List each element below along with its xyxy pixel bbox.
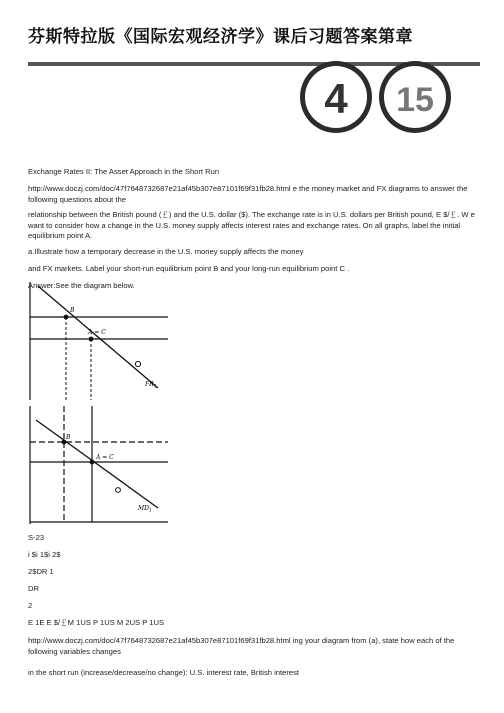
paragraph-13: in the short run (increase/decrease/no change): U.S. interest rate, British interest (28, 668, 299, 677)
paragraph-10: 2 (28, 601, 33, 610)
paragraph-heading: Exchange Rates II: The Asset Approach in the Short Run (28, 167, 220, 176)
curve-md-label: MD (138, 505, 149, 512)
chapter-number-graphic (290, 58, 480, 136)
point-b-label: B (70, 307, 75, 314)
paragraph-5: Answer:See the diagram below. (28, 281, 135, 290)
paragraph-9: DR (28, 584, 39, 593)
fx-market-diagram (28, 282, 168, 400)
svg-text:FR1 (144, 381, 157, 390)
point-b-label: B (66, 434, 71, 441)
document-title: 芬斯特拉版《国际宏观经济学》课后习题答案第章 (28, 27, 413, 47)
paragraph-1: http://www.doczj.com/doc/47f7648732687e21af45b307e87101f69f31fb28.html e the money market and FX diagrams to answer the following questions about the (28, 184, 468, 204)
paragraph-11: E 1E E $/￡M 1US P 1US M 2US P 1US (28, 618, 165, 627)
paragraph-2: relationship between the British pound (￡) and the U.S. dollar ($). The exchange rate is in U.S. dollars per British pound, E $/￡. W e want to consider how a change in the U.S. money supply affects interest rates and exchange rates. On all graphs, label the initial equilibrium point A. (28, 210, 475, 240)
paragraph-7: i $i 1$i 2$ (28, 550, 61, 559)
point-ac-label: A = C (96, 454, 114, 461)
curve-md-subscript: 1 (148, 508, 152, 514)
chapter-number-15: 15 (396, 81, 434, 119)
paragraph-4: and FX markets. Label your short-run equilibrium point B and your long-run equilibrium point C . (28, 264, 350, 273)
money-market-diagram (28, 406, 168, 524)
paragraph-3: a.Illustrate how a temporary decrease in the U.S. money supply affects the money (28, 247, 304, 256)
point-ac-label: A = C (88, 329, 106, 336)
chapter-number-4: 4 (324, 75, 348, 122)
paragraph-8: 2$DR 1 (28, 567, 54, 576)
title-rule (28, 62, 290, 66)
paragraph-12: http://www.doczj.com/doc/47f7648732687e21af45b307e87101f69f31fb28.html ing your diagram from (a), state how each of the following variables changes (28, 636, 455, 656)
curve-fr-label: FR (145, 381, 154, 388)
svg-text:MD1 (137, 505, 152, 514)
curve-fr-subscript: 1 (153, 384, 157, 390)
paragraph-6: S-23 (28, 533, 45, 542)
